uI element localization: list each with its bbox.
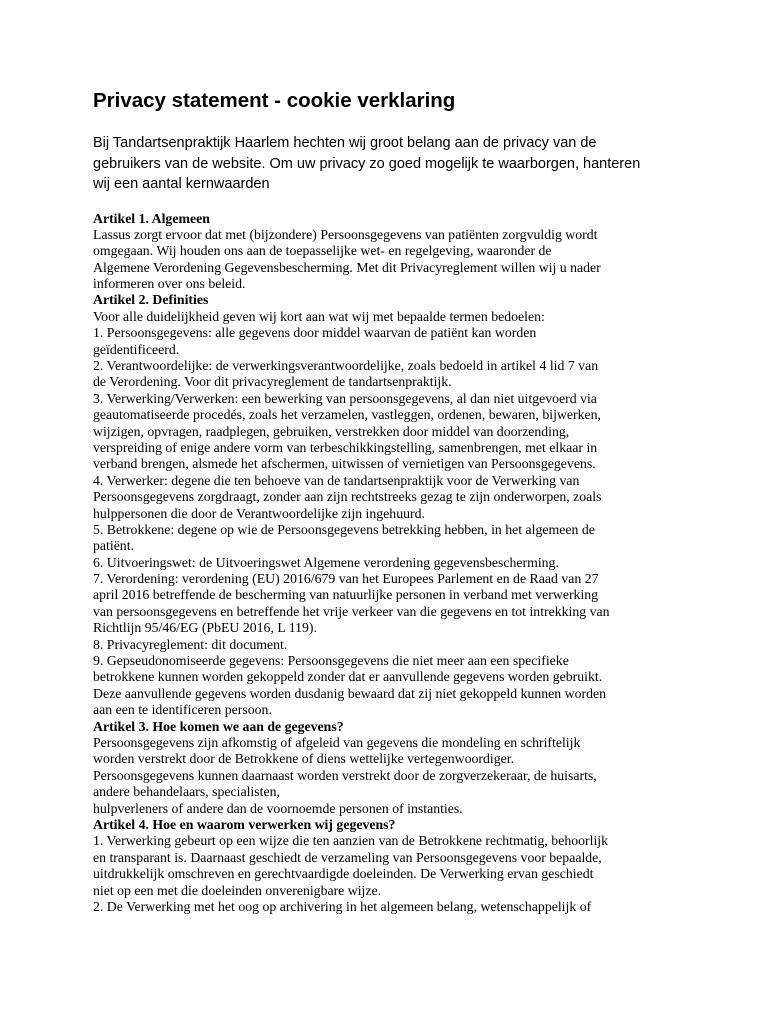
article-heading: Artikel 4. Hoe en waarom verwerken wij gegevens? xyxy=(93,816,396,832)
body-text-line: 2. Verantwoordelijke: de verwerkingsverantwoordelijke, zoals bedoeld in artikel 4 lid 7 van xyxy=(93,358,599,374)
body-text-line: omgegaan. Wij houden ons aan de toepasselijke wet- en regelgeving, waaronder de xyxy=(93,243,552,259)
body-text-line: 8. Privacyreglement: dit document. xyxy=(93,636,288,652)
body-text-line: Persoonsgegevens zijn afkomstig of afgeleid van gegevens die mondeling en schriftelijk xyxy=(93,735,581,750)
body-text-line: april 2016 betreffende de bescherming van natuurlijke personen in verband met verwerking xyxy=(93,587,599,603)
body-text-line: 6. Uitvoeringswet: de Uitvoeringswet Algemene verordening gegevensbescherming. xyxy=(93,554,559,570)
body-text-line: worden verstrekt door de Betrokkene of diens wettelijke vertegenwoordiger. xyxy=(93,751,515,767)
page-title: Privacy statement - cookie verklaring xyxy=(93,89,456,112)
body-text-line: Lassus zorgt ervoor dat met (bijzondere) Persoonsgegevens van patiënten zorgvuldig wordt xyxy=(93,226,598,242)
body-text-line: wijzigen, opvragen, raadplegen, gebruiken, verstrekken door middel van doorzending, xyxy=(93,423,570,439)
body-text-line: uitdrukkelijk omschreven en gerechtvaardigde doeleinden. De Verwerking ervan geschiedt xyxy=(93,866,594,882)
body-text-line: 7. Verordening: verordening (EU) 2016/679 van het Europees Parlement en de Raad van 27 xyxy=(93,571,599,587)
body-text-line: andere behandelaars, specialisten, xyxy=(93,784,280,800)
body-text-line: hulpverleners of andere dan de voornoemde personen of instanties. xyxy=(93,800,463,816)
body-text-line: niet op een met die doeleinden onverenigbare wijze. xyxy=(93,882,382,898)
body-text-line: 1. Verwerking gebeurt op een wijze die ten aanzien van de Betrokkene rechtmatig, behoorlijk xyxy=(93,833,609,849)
body-text-line: hulppersonen die door de Verantwoordelijke zijn ingehuurd. xyxy=(93,505,425,521)
body-text-line: geautomatiseerde procedés, zoals het verzamelen, vastleggen, ordenen, bewaren, bijwerken, xyxy=(93,407,601,423)
article-heading: Artikel 1. Algemeen xyxy=(93,210,210,226)
body-text-line: Persoonsgegevens zorgdraagt, zonder aan zijn rechtstreeks gezag te zijn onderworpen, zoals xyxy=(93,489,602,505)
body-text-line: van persoonsgegevens en betreffende het vrije verkeer van die gegevens en tot intrekking van xyxy=(93,603,610,619)
body-text-line: Voor alle duidelijkheid geven wij kort aan wat wij met bepaalde termen bedoelen: xyxy=(93,308,545,324)
body-text-line: geïdentificeerd. xyxy=(93,341,180,357)
body-text-line: de Verordening. Voor dit privacyreglement de tandartsenpraktijk. xyxy=(93,374,452,390)
article-heading: Artikel 3. Hoe komen we aan de gegevens? xyxy=(93,718,344,734)
body-text-line: en transparant is. Daarnaast geschiedt de verzameling van Persoonsgegevens voor bepaalde, xyxy=(93,849,602,865)
body-text-line: Deze aanvullende gegevens worden dusdanig bewaard dat zij niet gekoppeld kunnen worden xyxy=(93,685,606,701)
body-text-line: aan een te identificeren persoon. xyxy=(93,702,272,718)
document-body xyxy=(93,211,683,916)
document-page xyxy=(93,88,683,915)
body-text-line: patiënt. xyxy=(93,538,134,554)
body-text-line: 2. De Verwerking met het oog op archivering in het algemeen belang, wetenschappelijk of xyxy=(93,898,592,914)
body-text-line: Richtlijn 95/46/EG (PbEU 2016, L 119). xyxy=(93,620,317,636)
intro-paragraph: Bij Tandartsenpraktijk Haarlem hechten wij groot belang aan de privacy van de gebruikers van de website. Om uw privacy zo goed mogelijk te waarborgen, hanteren wij een aantal kernwaarden xyxy=(93,135,641,192)
body-text-line: informeren over ons beleid. xyxy=(93,276,246,292)
body-text-line: betrokkene kunnen worden gekoppeld zonder dat er aanvullende gegevens worden gebruikt. xyxy=(93,669,603,685)
body-text-line: Algemene Verordening Gegevensbescherming. Met dit Privacyreglement willen wij u nader xyxy=(93,259,601,275)
body-text-line: 1. Persoonsgegevens: alle gegevens door middel waarvan de patiënt kan worden xyxy=(93,325,537,341)
body-text-line: verspreiding of enige andere vorm van terbeschikkingstelling, samenbrengen, met elkaar in xyxy=(93,439,598,455)
body-text-line: Persoonsgegevens kunnen daarnaast worden verstrekt door de zorgverzekeraar, de huisarts, xyxy=(93,767,597,783)
body-text-line: 9. Gepseudonomiseerde gegevens: Persoonsgegevens die niet meer aan een specifieke xyxy=(93,653,569,669)
article-heading: Artikel 2. Definities xyxy=(93,292,209,308)
body-text-line: 5. Betrokkene: degene op wie de Persoonsgegevens betrekking hebben, in het algemeen de xyxy=(93,521,595,537)
body-text-line: verband brengen, alsmede het afschermen, uitwissen of vernietigen van Persoonsgegevens. xyxy=(93,456,596,472)
body-text-line: 4. Verwerker: degene die ten behoeve van de tandartsenpraktijk voor de Verwerking van xyxy=(93,472,580,488)
body-text-line: 3. Verwerking/Verwerken: een bewerking van persoonsgegevens, al dan niet uitgevoerd via xyxy=(93,390,597,406)
